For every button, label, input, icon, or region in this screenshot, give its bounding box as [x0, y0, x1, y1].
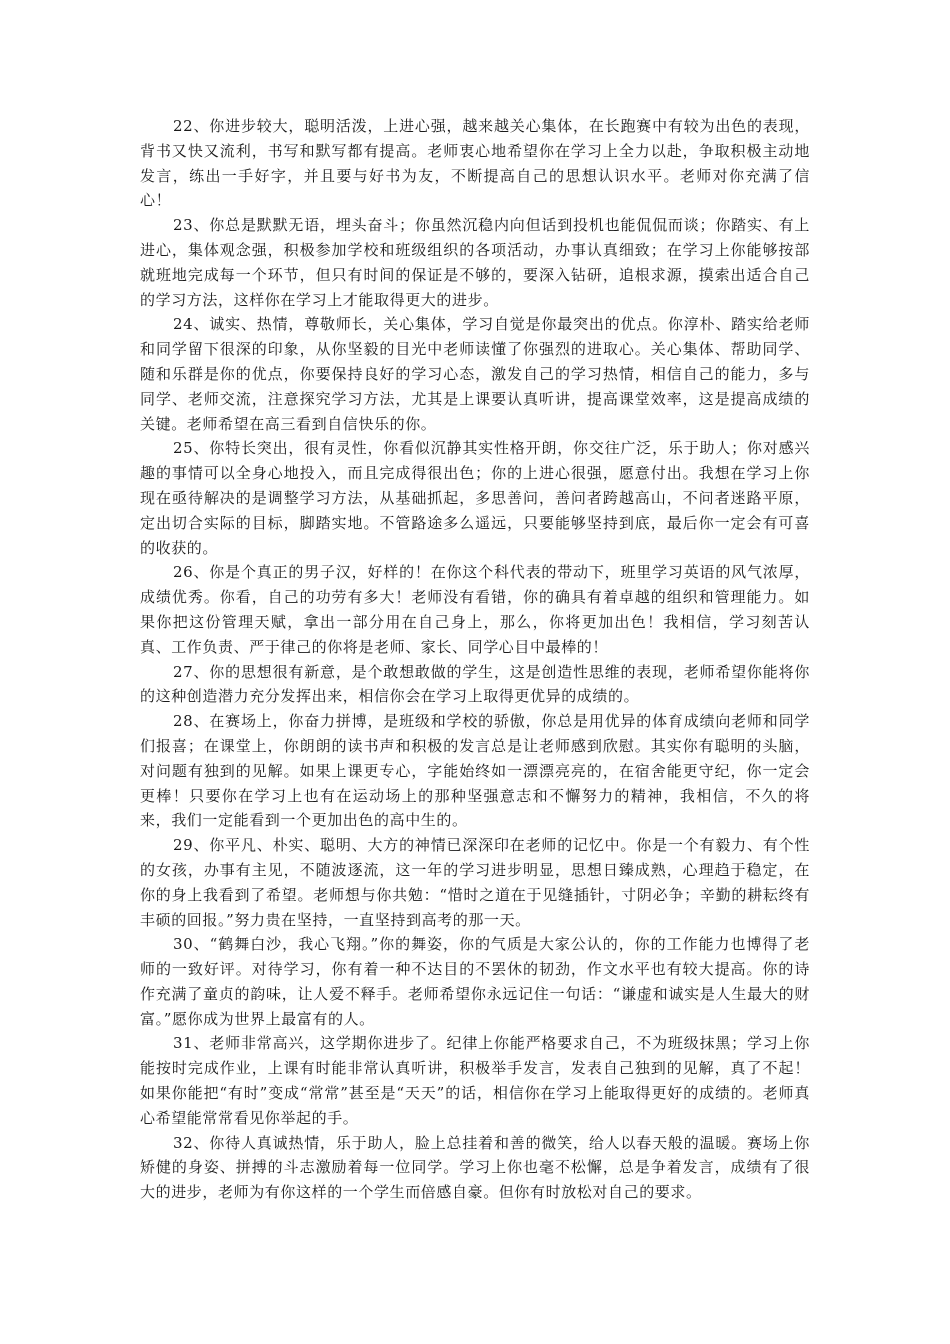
comment-paragraph-22: 22、你进步较大，聪明活泼，上进心强，越来越关心集体，在长跑赛中有较为出色的表现，背书又快又流利，书写和默写都有提高。老师衷心地希望你在学习上全力以赴，争取积极主动地发言，练出一手好字，并且要与好书为友，不断提高自己的思想认识水平。老师对你充满了信心！	[140, 117, 810, 210]
comment-paragraph-30: 30、“鹤舞白沙，我心飞翔。”你的舞姿，你的气质是大家公认的，你的工作能力也博得了老师的一致好评。对待学习，你有着一种不达目的不罢休的韧劲，作文水平也有较大提高。你的诗作充满了童贞的韵味，让人爱不释手。老师希望你永远记住一句话：“谦虚和诚实是人生最大的财富。”愿你成为世界上最富有的人。	[140, 935, 810, 1028]
comment-paragraph-27: 27、你的思想很有新意，是个敢想敢做的学生，这是创造性思维的表现，老师希望你能将你的这种创造潜力充分发挥出来，相信你会在学习上取得更优异的成绩的。	[140, 662, 810, 706]
comment-paragraph-23: 23、你总是默默无语，埋头奋斗；你虽然沉稳内向但话到投机也能侃侃而谈；你踏实、有上进心，集体观念强，积极参加学校和班级组织的各项活动，办事认真细致；在学习上你能够按部就班地完成每一个环节，但只有时间的保证是不够的，要深入钻研，追根求源，摸索出适合自己的学习方法，这样你在学习上才能取得更大的进步。	[140, 216, 810, 309]
comment-paragraph-24: 24、诚实、热情，尊敬师长，关心集体，学习自觉是你最突出的优点。你淳朴、踏实给老师和同学留下很深的印象，从你坚毅的目光中老师读懂了你强烈的进取心。关心集体、帮助同学、随和乐群是你的优点，你要保持良好的学习心态，激发自己的学习热情，相信自己的能力，多与同学、老师交流，注意探究学习方法，尤其是上课要认真听讲，提高课堂效率，这是提高成绩的关键。老师希望在高三看到自信快乐的你。	[140, 315, 810, 433]
comment-paragraph-31: 31、老师非常高兴，这学期你进步了。纪律上你能严格要求自己，不为班级抹黑；学习上你能按时完成作业，上课有时能非常认真听讲，积极举手发言，发表自己独到的见解，真了不起！如果你能把“有时”变成“常常”甚至是“天天”的话，相信你在学习上能取得更好的成绩的。老师真心希望能常常看见你举起的手。	[140, 1034, 810, 1127]
document-page	[140, 114, 810, 1205]
comment-paragraph-26: 26、你是个真正的男子汉，好样的！在你这个科代表的带动下，班里学习英语的风气浓厚，成绩优秀。你看，自己的功劳有多大！老师没有看错，你的确具有着卓越的组织和管理能力。如果你把这份管理天赋，拿出一部分用在自己身上，那么，你将更加出色！我相信，学习刻苦认真、工作负责、严于律己的你将是老师、家长、同学心目中最棒的！	[140, 563, 810, 656]
comment-paragraph-32: 32、你待人真诚热情，乐于助人，脸上总挂着和善的微笑，给人以春天般的温暖。赛场上你矫健的身姿、拼搏的斗志激励着每一位同学。学习上你也毫不松懈，总是争着发言，成绩有了很大的进步，老师为有你这样的一个学生而倍感自豪。但你有时放松对自己的要求。	[140, 1133, 810, 1202]
comment-paragraph-25: 25、你特长突出，很有灵性，你看似沉静其实性格开朗，你交往广泛，乐于助人；你对感兴趣的事情可以全身心地投入，而且完成得很出色；你的上进心很强，愿意付出。我想在学习上你现在亟待解决的是调整学习方法，从基础抓起，多思善问，善问者跨越高山，不问者迷路平原，定出切合实际的目标，脚踏实地。不管路途多么遥远，只要能够坚持到底，最后你一定会有可喜的收获的。	[140, 439, 810, 557]
comment-paragraph-29: 29、你平凡、朴实、聪明、大方的神情已深深印在老师的记忆中。你是一个有毅力、有个性的女孩，办事有主见，不随波逐流，这一年的学习进步明显，思想日臻成熟，心理趋于稳定，在你的身上我看到了希望。老师想与你共勉：“惜时之道在于见缝插针，寸阴必争；辛勤的耕耘终有丰硕的回报。”努力贵在坚持，一直坚持到高考的那一天。	[140, 836, 810, 929]
comment-paragraph-28: 28、在赛场上，你奋力拼博，是班级和学校的骄傲，你总是用优异的体育成绩向老师和同学们报喜；在课堂上，你朗朗的读书声和积极的发言总是让老师感到欣慰。其实你有聪明的头脑，对问题有独到的见解。如果上课更专心，字能始终如一漂漂亮亮的，在宿舍能更守纪，你一定会更棒！只要你在学习上也有在运动场上的那种坚强意志和不懈努力的精神，我相信，不久的将来，我们一定能看到一个更加出色的高中生的。	[140, 712, 810, 830]
